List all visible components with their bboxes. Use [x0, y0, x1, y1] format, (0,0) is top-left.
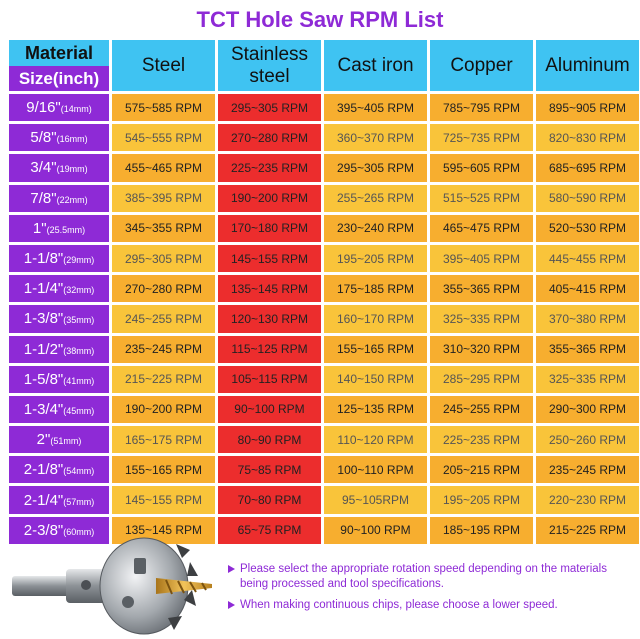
rpm-cell-copper: 205~215 RPM [430, 456, 533, 483]
table-row [9, 275, 639, 302]
table-row [9, 215, 639, 242]
rpm-cell-steel: 545~555 RPM [112, 124, 215, 151]
size-inch: 1-1/8" [23, 250, 64, 268]
rpm-cell-aluminum: 220~230 RPM [536, 486, 639, 513]
size-inch: 9/16" [26, 99, 61, 117]
rpm-cell-copper: 725~735 RPM [430, 124, 533, 151]
table-row [9, 154, 639, 181]
rpm-cell-steel: 295~305 RPM [112, 245, 215, 272]
size-mm: (25.5mm) [46, 224, 86, 235]
rpm-cell-stainless-steel: 120~130 RPM [218, 305, 321, 332]
rpm-cell-copper: 225~235 RPM [430, 426, 533, 453]
table-row [9, 245, 639, 272]
size-cell [9, 215, 109, 242]
rpm-cell-copper: 185~195 RPM [430, 517, 533, 544]
rpm-cell-copper: 310~320 RPM [430, 336, 533, 363]
material-header: Material [24, 43, 94, 63]
note-text: Please select the appropriate rotation speed depending on the materials being processed and tool specifications. [240, 563, 607, 590]
table-row [9, 486, 639, 513]
rpm-cell-aluminum: 445~455 RPM [536, 245, 639, 272]
rpm-table [6, 37, 640, 547]
size-inch: 1-3/8" [23, 310, 64, 328]
rpm-cell-aluminum: 250~260 RPM [536, 426, 639, 453]
rpm-cell-copper: 465~475 RPM [430, 215, 533, 242]
note-item [228, 598, 636, 613]
size-mm: (54mm) [63, 466, 95, 477]
note-text: When making continuous chips, please choose a lower speed. [240, 599, 558, 611]
notes [228, 562, 636, 619]
size-cell [9, 305, 109, 332]
rpm-cell-copper: 595~605 RPM [430, 154, 533, 181]
rpm-cell-copper: 395~405 RPM [430, 245, 533, 272]
rpm-cell-stainless-steel: 105~115 RPM [218, 366, 321, 393]
size-inch: 1-3/4" [23, 400, 64, 418]
rpm-cell-aluminum: 325~335 RPM [536, 366, 639, 393]
rpm-cell-aluminum: 355~365 RPM [536, 336, 639, 363]
size-mm: (51mm) [50, 436, 82, 447]
table-row [9, 336, 639, 363]
rpm-cell-copper: 285~295 RPM [430, 366, 533, 393]
table-row [9, 396, 639, 423]
rpm-cell-steel: 345~355 RPM [112, 215, 215, 242]
column-header-copper: Copper [430, 40, 533, 91]
page-title: TCT Hole Saw RPM List [196, 7, 444, 32]
rpm-cell-cast-iron: 255~265 RPM [324, 185, 427, 212]
rpm-cell-steel: 145~155 RPM [112, 486, 215, 513]
size-cell [9, 124, 109, 151]
rpm-cell-steel: 215~225 RPM [112, 366, 215, 393]
table-row [9, 456, 639, 483]
size-mm: (60mm) [63, 526, 95, 537]
size-inch: 1" [32, 219, 47, 237]
rpm-cell-steel: 575~585 RPM [112, 94, 215, 121]
size-inch: 7/8" [30, 189, 57, 207]
table-row [9, 305, 639, 332]
rpm-cell-copper: 325~335 RPM [430, 305, 533, 332]
rpm-cell-aluminum: 290~300 RPM [536, 396, 639, 423]
size-header: Size(inch) [9, 66, 109, 91]
rpm-cell-cast-iron: 175~185 RPM [324, 275, 427, 302]
size-mm: (41mm) [63, 375, 95, 386]
size-cell [9, 336, 109, 363]
rpm-cell-cast-iron: 295~305 RPM [324, 154, 427, 181]
size-inch: 2-3/8" [23, 521, 64, 539]
size-cell [9, 185, 109, 212]
rpm-cell-cast-iron: 395~405 RPM [324, 94, 427, 121]
rpm-cell-stainless-steel: 270~280 RPM [218, 124, 321, 151]
rpm-cell-copper: 785~795 RPM [430, 94, 533, 121]
size-inch: 1-1/4" [23, 280, 64, 298]
size-cell [9, 245, 109, 272]
rpm-cell-cast-iron: 155~165 RPM [324, 336, 427, 363]
rpm-cell-cast-iron: 95~105RPM [324, 486, 427, 513]
size-mm: (22mm) [56, 194, 88, 205]
rpm-cell-stainless-steel: 75~85 RPM [218, 456, 321, 483]
size-inch: 1-5/8" [23, 370, 64, 388]
size-mm: (16mm) [56, 134, 88, 145]
rpm-cell-stainless-steel: 295~305 RPM [218, 94, 321, 121]
size-mm: (45mm) [63, 405, 95, 416]
size-cell [9, 486, 109, 513]
size-cell [9, 426, 109, 453]
rpm-cell-aluminum: 405~415 RPM [536, 275, 639, 302]
rpm-cell-stainless-steel: 145~155 RPM [218, 245, 321, 272]
rpm-cell-copper: 355~365 RPM [430, 275, 533, 302]
rpm-table-body [9, 94, 639, 544]
rpm-cell-stainless-steel: 70~80 RPM [218, 486, 321, 513]
rpm-cell-cast-iron: 160~170 RPM [324, 305, 427, 332]
note-item [228, 562, 636, 592]
rpm-cell-stainless-steel: 135~145 RPM [218, 275, 321, 302]
rpm-cell-stainless-steel: 190~200 RPM [218, 185, 321, 212]
rpm-cell-aluminum: 520~530 RPM [536, 215, 639, 242]
rpm-cell-steel: 135~145 RPM [112, 517, 215, 544]
rpm-cell-steel: 270~280 RPM [112, 275, 215, 302]
rpm-cell-steel: 155~165 RPM [112, 456, 215, 483]
rpm-cell-stainless-steel: 225~235 RPM [218, 154, 321, 181]
size-inch: 2" [36, 431, 51, 449]
size-inch: 3/4" [30, 159, 57, 177]
triangle-bullet-icon [228, 565, 235, 573]
size-inch: 1-1/2" [23, 340, 64, 358]
size-mm: (14mm) [60, 104, 92, 115]
rpm-cell-cast-iron: 110~120 RPM [324, 426, 427, 453]
size-inch: 5/8" [30, 129, 57, 147]
rpm-cell-cast-iron: 125~135 RPM [324, 396, 427, 423]
rpm-cell-aluminum: 370~380 RPM [536, 305, 639, 332]
rpm-cell-copper: 245~255 RPM [430, 396, 533, 423]
table-row [9, 366, 639, 393]
rpm-cell-copper: 195~205 RPM [430, 486, 533, 513]
rpm-cell-copper: 515~525 RPM [430, 185, 533, 212]
rpm-cell-cast-iron: 195~205 RPM [324, 245, 427, 272]
rpm-cell-steel: 165~175 RPM [112, 426, 215, 453]
rpm-cell-steel: 455~465 RPM [112, 154, 215, 181]
rpm-cell-steel: 245~255 RPM [112, 305, 215, 332]
size-cell [9, 456, 109, 483]
size-mm: (19mm) [56, 164, 88, 175]
table-row [9, 185, 639, 212]
size-inch: 2-1/8" [23, 461, 64, 479]
rpm-cell-cast-iron: 230~240 RPM [324, 215, 427, 242]
rpm-cell-aluminum: 895~905 RPM [536, 94, 639, 121]
rpm-cell-aluminum: 235~245 RPM [536, 456, 639, 483]
column-header-aluminum: Aluminum [536, 40, 639, 91]
rpm-cell-steel: 385~395 RPM [112, 185, 215, 212]
rpm-cell-cast-iron: 360~370 RPM [324, 124, 427, 151]
rpm-cell-cast-iron: 140~150 RPM [324, 366, 427, 393]
size-cell [9, 275, 109, 302]
size-mm: (35mm) [63, 315, 95, 326]
rpm-cell-aluminum: 820~830 RPM [536, 124, 639, 151]
size-mm: (29mm) [63, 255, 95, 266]
hole-saw-drill-bit-icon [6, 536, 220, 636]
size-cell [9, 154, 109, 181]
rpm-cell-aluminum: 215~225 RPM [536, 517, 639, 544]
size-inch: 2-1/4" [23, 491, 64, 509]
rpm-cell-stainless-steel: 65~75 RPM [218, 517, 321, 544]
rpm-cell-stainless-steel: 80~90 RPM [218, 426, 321, 453]
triangle-bullet-icon [228, 601, 235, 609]
rpm-cell-steel: 190~200 RPM [112, 396, 215, 423]
table-header-row [9, 40, 639, 91]
rpm-cell-cast-iron: 100~110 RPM [324, 456, 427, 483]
column-header-steel: Steel [112, 40, 215, 91]
column-header-cast-iron: Cast iron [324, 40, 427, 91]
rpm-cell-steel: 235~245 RPM [112, 336, 215, 363]
rpm-cell-stainless-steel: 115~125 RPM [218, 336, 321, 363]
table-row [9, 124, 639, 151]
size-cell [9, 396, 109, 423]
table-row [9, 426, 639, 453]
rpm-cell-aluminum: 580~590 RPM [536, 185, 639, 212]
rpm-cell-cast-iron: 90~100 RPM [324, 517, 427, 544]
size-cell [9, 94, 109, 121]
column-header-stainless-steel-label: Stainless steel [230, 43, 309, 87]
material-size-header [9, 40, 109, 91]
rpm-cell-aluminum: 685~695 RPM [536, 154, 639, 181]
size-cell [9, 366, 109, 393]
size-mm: (57mm) [63, 496, 95, 507]
size-mm: (32mm) [63, 285, 95, 296]
rpm-cell-stainless-steel: 170~180 RPM [218, 215, 321, 242]
column-header-stainless-steel [218, 40, 321, 91]
size-mm: (38mm) [63, 345, 95, 356]
table-row [9, 94, 639, 121]
rpm-cell-stainless-steel: 90~100 RPM [218, 396, 321, 423]
